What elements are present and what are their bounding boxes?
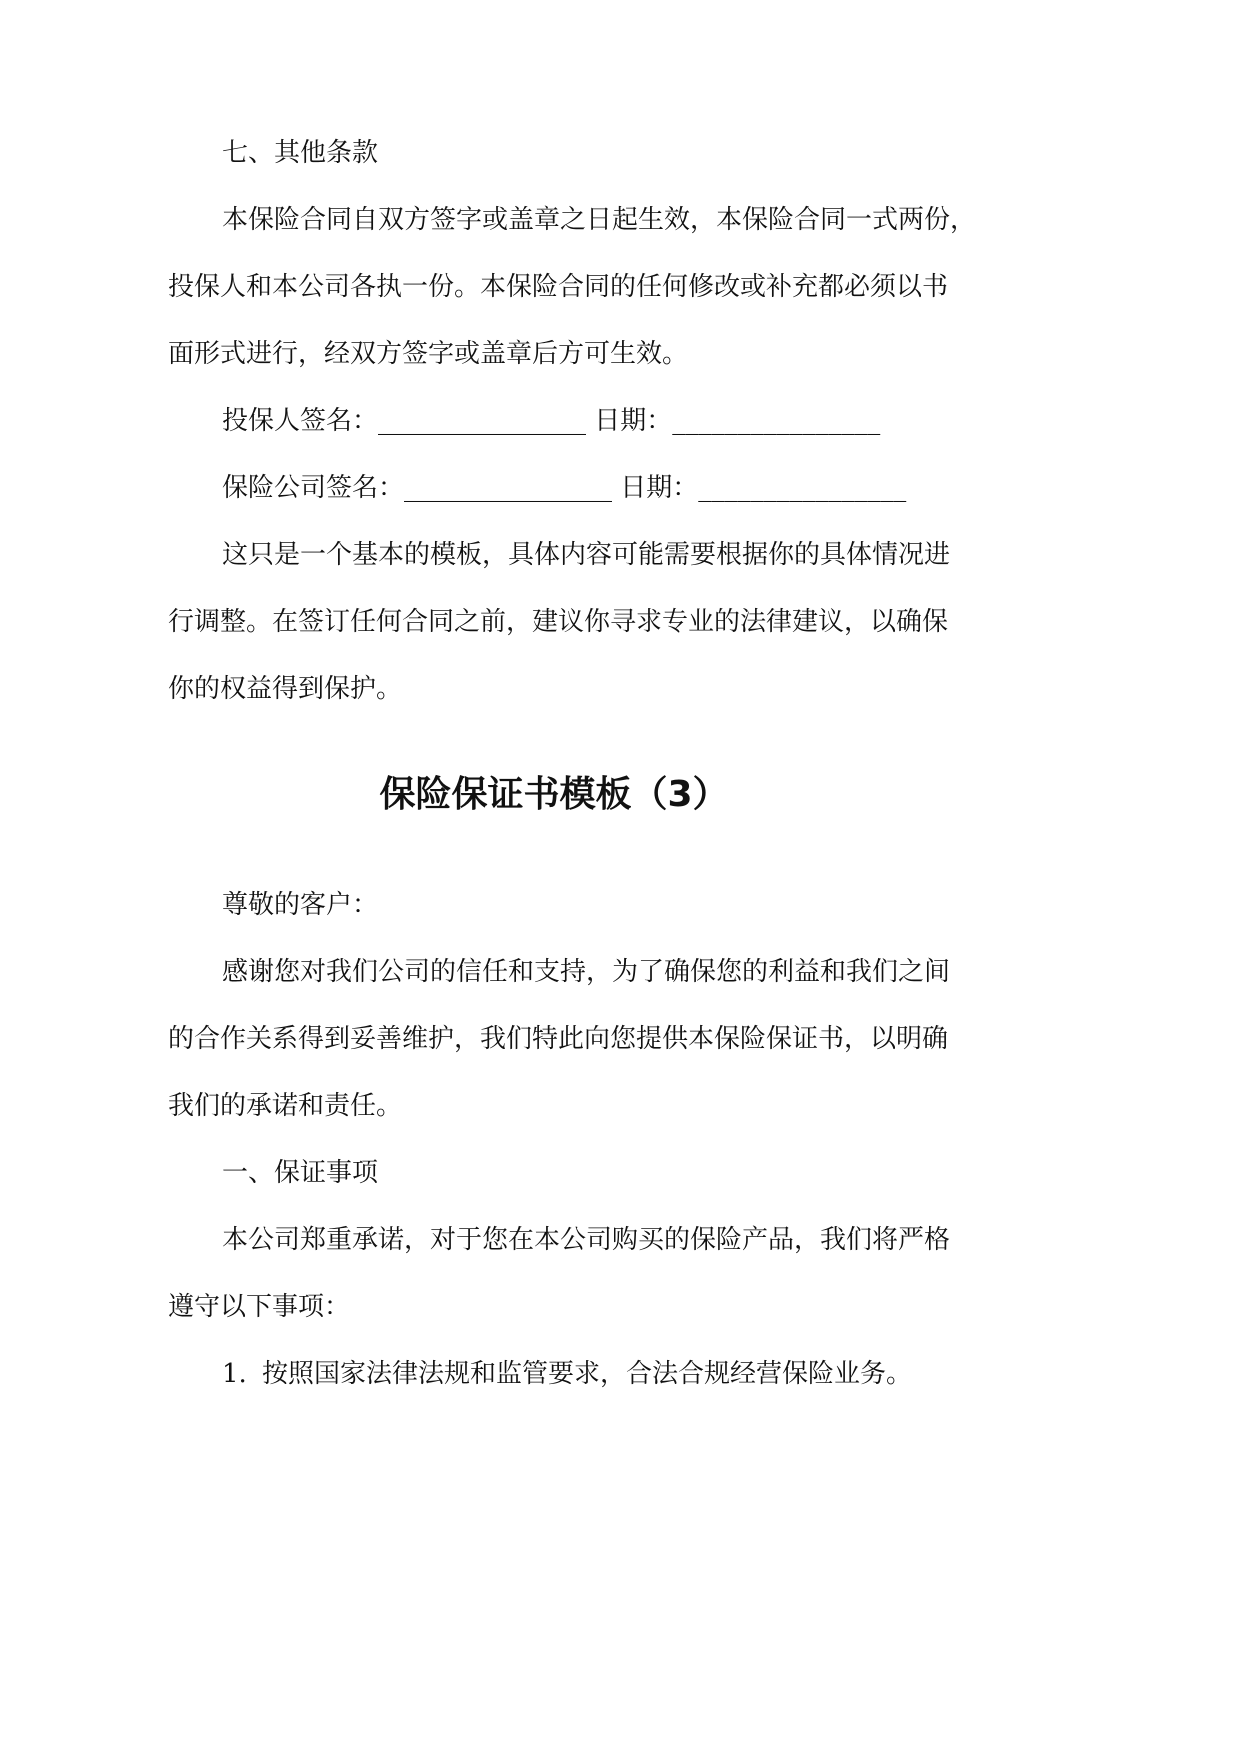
section-seven-paragraph-line: 本保险合同自双方签字或盖章之日起生效，本保险合同一式两份，: [222, 205, 977, 235]
list-item: [168, 1341, 940, 1408]
section-seven-paragraph-line: 面形式进行，经双方签字或盖章后方可生效。: [168, 339, 689, 369]
document-body: [168, 120, 977, 1408]
section-seven-heading: 七、其他条款: [222, 138, 379, 168]
applicant-signature-line: 投保人签名：________________ 日期：________________: [222, 406, 881, 436]
template-note-line: 你的权益得到保护。: [168, 674, 403, 704]
intro-paragraph-line: 我们的承诺和责任。: [168, 1091, 403, 1121]
intro-paragraph-line: 感谢您对我们公司的信任和支持，为了确保您的利益和我们之间: [222, 957, 951, 987]
intro-paragraph-line: 的合作关系得到妥善维护，我们特此向您提供本保险保证书，以明确: [168, 1024, 949, 1054]
section-one-paragraph-line: 遵守以下事项：: [168, 1292, 351, 1322]
insurer-signature-line: 保险公司签名：________________ 日期：________________: [222, 473, 907, 503]
section-one-heading: 一、保证事项: [222, 1158, 379, 1188]
template-note-line: 行调整。在签订任何合同之前，建议你寻求专业的法律建议，以确保: [168, 607, 949, 637]
section-seven-paragraph-line: 投保人和本公司各执一份。本保险合同的任何修改或补充都必须以书: [168, 272, 949, 302]
salutation: 尊敬的客户：: [222, 890, 379, 920]
template-note-line: 这只是一个基本的模板，具体内容可能需要根据你的具体情况进: [222, 540, 951, 570]
list-item-number: 1.: [222, 1359, 247, 1389]
section-one-paragraph-line: 本公司郑重承诺，对于您在本公司购买的保险产品，我们将严格: [222, 1225, 951, 1255]
document-title: 保险保证书模板（3）: [379, 774, 729, 815]
list-item-text: 按照国家法律法规和监管要求，合法合规经营保险业务。: [262, 1359, 913, 1389]
